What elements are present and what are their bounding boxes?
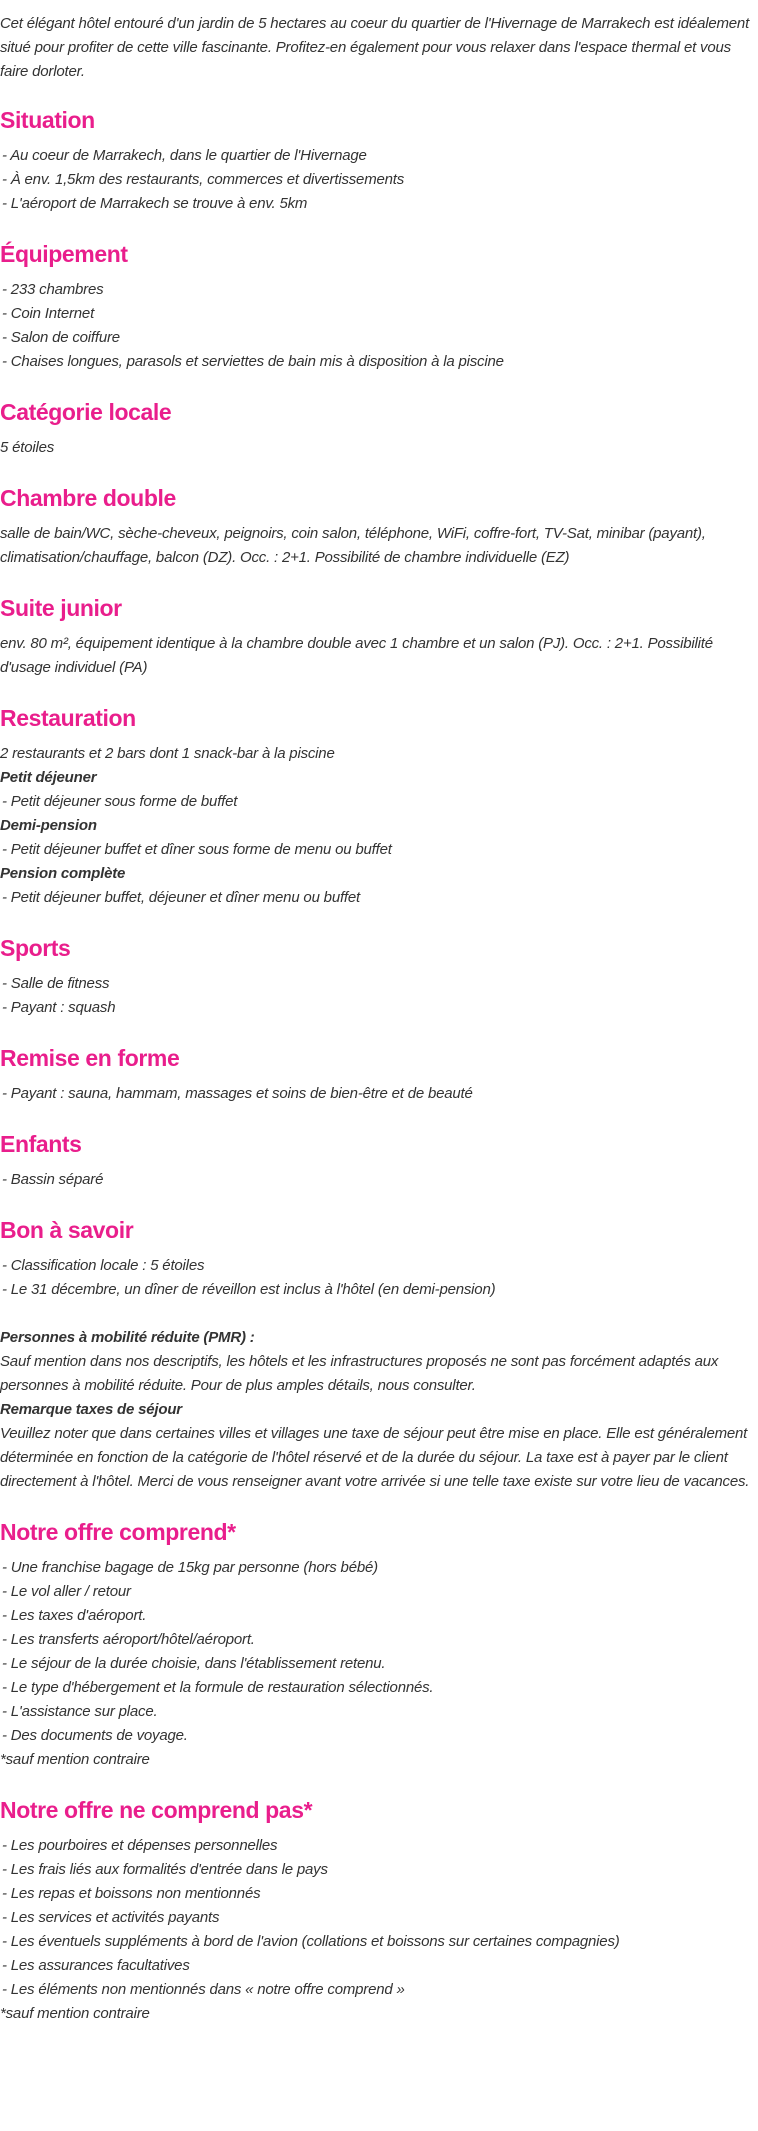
list-item: - Le type d'hébergement et la formule de restauration sélectionnés. <box>2 1679 434 1696</box>
subsection-title: Demi-pension <box>0 817 97 834</box>
section-text: 2 restaurants et 2 bars dont 1 snack-bar à la piscine <box>0 745 335 762</box>
section-text: 5 étoiles <box>0 439 55 456</box>
section-text: salle de bain/WC, sèche-cheveux, peignoirs, coin salon, téléphone, WiFi, coffre-fort, TV-Sat, minibar (payant), climatisation/chauffage, balcon (DZ). Occ. : 2+1. Possibilité de chambre individuelle (EZ) <box>0 525 706 566</box>
list-item: - Une franchise bagage de 15kg par personne (hors bébé) <box>2 1559 378 1576</box>
section-offre-ne-comprend-pas <box>0 1794 756 2026</box>
spacer <box>0 1302 756 1326</box>
list-item: - Payant : squash <box>2 999 116 1016</box>
taxe-text: Veuillez noter que dans certaines villes et villages une taxe de séjour peut être mise en place. Elle est généralement déterminée en fonction de la catégorie de l'hôtel réservé et de la durée du séjour. La taxe est à payer par le client directement à l'hôtel. Merci de vous renseigner avant votre arrivée si une telle taxe existe sur votre lieu de vacances. <box>0 1425 750 1490</box>
section-categorie <box>0 396 756 460</box>
pmr-title: Personnes à mobilité réduite (PMR) : <box>0 1329 255 1346</box>
section-title: Équipement <box>0 241 128 267</box>
intro-text: Cet élégant hôtel entouré d'un jardin de 5 hectares au coeur du quartier de l'Hivernage de Marrakech est idéalement situé pour profiter de cette ville fascinante. Profitez-en également pour vous relaxer dans l'espace thermal et vous faire dorloter. <box>0 15 750 80</box>
list-item: - Des documents de voyage. <box>2 1727 188 1744</box>
footnote: *sauf mention contraire <box>0 2005 150 2022</box>
section-bon-a-savoir <box>0 1214 756 1494</box>
section-suite-junior <box>0 592 756 680</box>
list-item: - Les frais liés aux formalités d'entrée dans le pays <box>2 1861 328 1878</box>
section-title: Sports <box>0 935 71 961</box>
list-item: - Payant : sauna, hammam, massages et soins de bien-être et de beauté <box>2 1085 473 1102</box>
list-item: - Le 31 décembre, un dîner de réveillon est inclus à l'hôtel (en demi-pension) <box>2 1281 496 1298</box>
list-item: - L'assistance sur place. <box>2 1703 158 1720</box>
list-item: - Les repas et boissons non mentionnés <box>2 1885 261 1902</box>
section-restauration <box>0 702 756 910</box>
list-item: - Petit déjeuner buffet et dîner sous forme de menu ou buffet <box>2 841 392 858</box>
list-item: - Le séjour de la durée choisie, dans l'établissement retenu. <box>2 1655 386 1672</box>
list-item: - Salon de coiffure <box>2 329 120 346</box>
section-text: env. 80 m², équipement identique à la chambre double avec 1 chambre et un salon (PJ). Occ. : 2+1. Possibilité d'usage individuel (PA) <box>0 635 713 676</box>
list-item: - Les services et activités payants <box>2 1909 220 1926</box>
section-title: Enfants <box>0 1131 82 1157</box>
section-title: Suite junior <box>0 595 122 621</box>
list-item: - Au coeur de Marrakech, dans le quartier de l'Hivernage <box>2 147 367 164</box>
list-item: - Les éventuels suppléments à bord de l'avion (collations et boissons sur certaines compagnies) <box>2 1933 620 1950</box>
section-equipement <box>0 238 756 374</box>
list-item: - Les éléments non mentionnés dans « notre offre comprend » <box>2 1981 405 1998</box>
section-sports <box>0 932 756 1020</box>
list-item: - Petit déjeuner sous forme de buffet <box>2 793 238 810</box>
section-remise-en-forme <box>0 1042 756 1106</box>
list-item: - L'aéroport de Marrakech se trouve à env. 5km <box>2 195 308 212</box>
pmr-text: Sauf mention dans nos descriptifs, les hôtels et les infrastructures proposés ne sont pas forcément adaptés aux personnes à mobilité réduite. Pour de plus amples détails, nous consulter. <box>0 1353 719 1394</box>
list-item: - Les pourboires et dépenses personnelles <box>2 1837 278 1854</box>
section-title: Chambre double <box>0 485 176 511</box>
list-item: - Les taxes d'aéroport. <box>2 1607 147 1624</box>
subsection-title: Petit déjeuner <box>0 769 97 786</box>
list-item: - Le vol aller / retour <box>2 1583 131 1600</box>
subsection-title: Pension complète <box>0 865 126 882</box>
section-title: Situation <box>0 107 95 133</box>
list-item: - Classification locale : 5 étoiles <box>2 1257 205 1274</box>
list-item: - Coin Internet <box>2 305 95 322</box>
section-title: Catégorie locale <box>0 399 172 425</box>
list-item: - Salle de fitness <box>2 975 110 992</box>
list-item: - Chaises longues, parasols et serviettes de bain mis à disposition à la piscine <box>2 353 504 370</box>
taxe-title: Remarque taxes de séjour <box>0 1401 182 1418</box>
section-enfants <box>0 1128 756 1192</box>
list-item: - Les assurances facultatives <box>2 1957 190 1974</box>
list-item: - Petit déjeuner buffet, déjeuner et dîner menu ou buffet <box>2 889 361 906</box>
section-offre-comprend <box>0 1516 756 1772</box>
footnote: *sauf mention contraire <box>0 1751 150 1768</box>
list-item: - À env. 1,5km des restaurants, commerces et divertissements <box>2 171 405 188</box>
section-title: Restauration <box>0 705 136 731</box>
section-situation <box>0 104 756 216</box>
section-chambre-double <box>0 482 756 570</box>
section-title: Notre offre comprend* <box>0 1519 236 1545</box>
section-title: Notre offre ne comprend pas* <box>0 1797 313 1823</box>
list-item: - Bassin séparé <box>2 1171 104 1188</box>
list-item: - 233 chambres <box>2 281 104 298</box>
section-title: Remise en forme <box>0 1045 180 1071</box>
section-title: Bon à savoir <box>0 1217 134 1243</box>
list-item: - Les transferts aéroport/hôtel/aéroport. <box>2 1631 255 1648</box>
